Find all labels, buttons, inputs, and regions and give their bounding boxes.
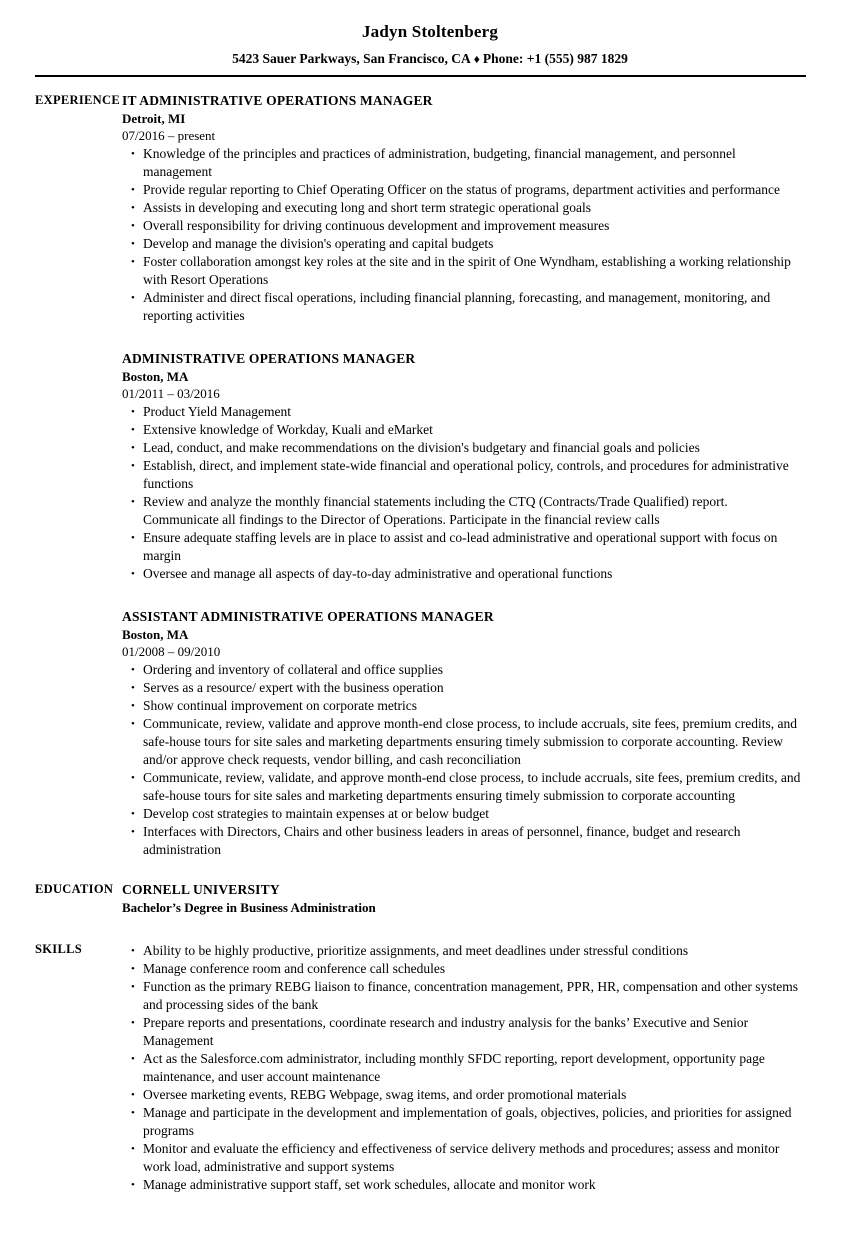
candidate-phone: Phone: +1 (555) 987 1829 bbox=[482, 51, 628, 66]
job-title: ASSISTANT ADMINISTRATIVE OPERATIONS MANAGER bbox=[122, 609, 494, 624]
job-bullet: • Serves as a resource/ expert with the business operation bbox=[122, 679, 806, 697]
skill-bullet: • Oversee marketing events, REBG Webpage, swag items, and order promotional materials bbox=[122, 1086, 806, 1104]
contact-line bbox=[0, 50, 860, 68]
experience-entry bbox=[122, 350, 806, 583]
job-bullet: • Knowledge of the principles and practices of administration, budgeting, financial management, and personnel management bbox=[122, 145, 806, 181]
job-bullet: • Product Yield Management bbox=[122, 403, 806, 421]
experience-entry bbox=[122, 608, 806, 859]
job-bullet: • Communicate, review, validate, and approve month-end close process, to include accruals, site fees, premium credits, and safe-house tours for site sales and marketing departments ensuring timely submission to corporate accounting bbox=[122, 769, 806, 805]
skill-bullet: • Monitor and evaluate the efficiency and effectiveness of service delivery methods and procedures; assess and monitor work load, administrative and support systems bbox=[122, 1140, 806, 1176]
skill-bullet: • Manage and participate in the development and implementation of goals, objectives, policies, and priorities for assigned programs bbox=[122, 1104, 806, 1140]
skills-section bbox=[0, 941, 860, 1194]
education-school: CORNELL UNIVERSITY bbox=[122, 882, 280, 897]
experience-section bbox=[0, 92, 860, 859]
job-bullet: • Assists in developing and executing long and short term strategic operational goals bbox=[122, 199, 806, 217]
job-location: Boston, MA bbox=[122, 369, 189, 384]
job-location: Boston, MA bbox=[122, 627, 189, 642]
job-dates: 01/2008 – 09/2010 bbox=[122, 644, 221, 659]
job-bullet: • Ensure adequate staffing levels are in place to assist and co-lead administrative and operational support with focus on margin bbox=[122, 529, 806, 565]
diamond-separator-icon: ♦ bbox=[473, 52, 480, 66]
job-bullet: • Oversee and manage all aspects of day-to-day administrative and operational functions bbox=[122, 565, 806, 583]
job-bullet: • Ordering and inventory of collateral and office supplies bbox=[122, 661, 806, 679]
header-divider bbox=[35, 75, 806, 77]
job-dates: 07/2016 – present bbox=[122, 128, 216, 143]
education-entries bbox=[122, 881, 860, 917]
education-degree: Bachelor’s Degree in Business Administration bbox=[122, 900, 376, 915]
job-bullet: • Provide regular reporting to Chief Operating Officer on the status of programs, department activities and performance bbox=[122, 181, 806, 199]
resume-header bbox=[0, 0, 860, 77]
job-bullet: • Interfaces with Directors, Chairs and other business leaders in areas of personnel, finance, budget and research administration bbox=[122, 823, 806, 859]
skill-bullet: • Act as the Salesforce.com administrator, including monthly SFDC reporting, report development, opportunity page maintenance, and user account maintenance bbox=[122, 1050, 806, 1086]
section-label-experience: EXPERIENCE bbox=[35, 93, 120, 107]
job-bullet: • Develop cost strategies to maintain expenses at or below budget bbox=[122, 805, 806, 823]
education-section bbox=[0, 881, 860, 917]
skill-bullet: • Function as the primary REBG liaison to finance, concentration management, PPR, HR, compensation and other systems and processing sides of the bank bbox=[122, 978, 806, 1014]
job-bullet: • Communicate, review, validate and approve month-end close process, to include accruals, site fees, premium credits, and safe-house tours for site sales and marketing departments ensuring timely submission to corporate accounting. Review and/or approve check requests, vendor billing, and cash reconciliation bbox=[122, 715, 806, 769]
job-bullet: • Develop and manage the division's operating and capital budgets bbox=[122, 235, 806, 253]
skill-bullet: • Prepare reports and presentations, coordinate research and industry analysis for the banks’ Executive and Senior Management bbox=[122, 1014, 806, 1050]
job-title: IT ADMINISTRATIVE OPERATIONS MANAGER bbox=[122, 93, 433, 108]
job-bullet: • Overall responsibility for driving continuous development and improvement measures bbox=[122, 217, 806, 235]
job-bullet: • Extensive knowledge of Workday, Kuali and eMarket bbox=[122, 421, 806, 439]
job-dates: 01/2011 – 03/2016 bbox=[122, 386, 220, 401]
job-bullet-list bbox=[122, 403, 806, 583]
candidate-name: Jadyn Stoltenberg bbox=[361, 22, 499, 41]
candidate-address: 5423 Sauer Parkways, San Francisco, CA bbox=[232, 51, 471, 66]
job-bullet: • Show continual improvement on corporate metrics bbox=[122, 697, 806, 715]
skill-bullet: • Ability to be highly productive, prioritize assignments, and meet deadlines under stressful conditions bbox=[122, 942, 806, 960]
job-bullet: • Review and analyze the monthly financial statements including the CTQ (Contracts/Trade Qualified) report. Communicate all findings to the Director of Operations. Participate in the financial review calls bbox=[122, 493, 806, 529]
job-bullet: • Administer and direct fiscal operations, including financial planning, forecasting, and management, monitoring, and reporting activities bbox=[122, 289, 806, 325]
section-label-skills: SKILLS bbox=[35, 942, 82, 956]
job-bullet-list bbox=[122, 145, 806, 325]
skill-bullet: • Manage administrative support staff, set work schedules, allocate and monitor work bbox=[122, 1176, 806, 1194]
skills-entries bbox=[122, 941, 860, 1194]
skill-bullet: • Manage conference room and conference call schedules bbox=[122, 960, 806, 978]
experience-entries bbox=[122, 92, 860, 859]
job-title: ADMINISTRATIVE OPERATIONS MANAGER bbox=[122, 351, 416, 366]
job-bullet-list bbox=[122, 661, 806, 859]
job-bullet: • Lead, conduct, and make recommendations on the division's budgetary and financial goals and policies bbox=[122, 439, 806, 457]
experience-entry bbox=[122, 92, 806, 325]
job-bullet: • Foster collaboration amongst key roles at the site and in the spirit of One Wyndham, establishing a working relationship with Resort Operations bbox=[122, 253, 806, 289]
skills-bullet-list bbox=[122, 942, 806, 1194]
section-label-education: EDUCATION bbox=[35, 882, 114, 896]
job-bullet: • Establish, direct, and implement state-wide financial and operational policy, controls, and procedures for administrative functions bbox=[122, 457, 806, 493]
job-location: Detroit, MI bbox=[122, 111, 186, 126]
